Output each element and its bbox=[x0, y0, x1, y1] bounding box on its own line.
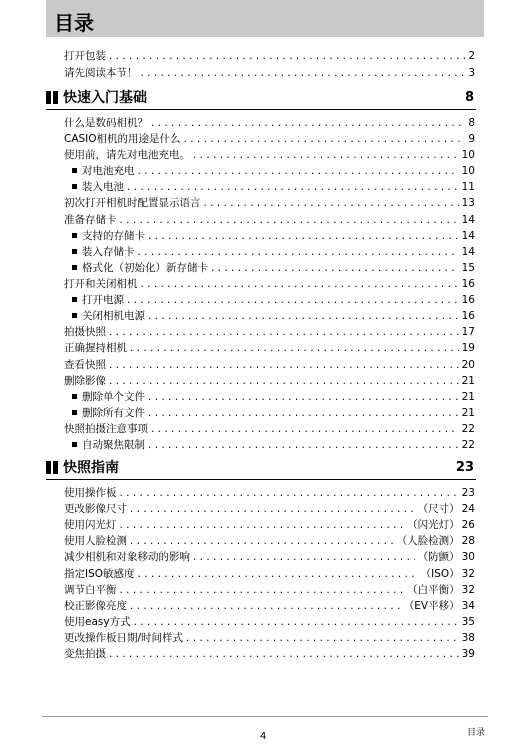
toc-entry-page: 10 bbox=[461, 165, 475, 177]
toc-entry-page: 10 bbox=[461, 149, 475, 161]
toc-entry-page: 38 bbox=[461, 632, 475, 644]
toc-entry-page: 35 bbox=[461, 616, 475, 628]
toc-entry-page: 11 bbox=[461, 181, 475, 193]
dot-leader bbox=[109, 646, 459, 662]
dot-leader bbox=[148, 228, 459, 244]
toc-entry-label: CASIO相机的用途是什么 bbox=[64, 133, 181, 145]
toc-entry-page: 14 bbox=[461, 230, 475, 242]
toc-entry-label: 更改操作板日期/时间样式 bbox=[64, 632, 184, 644]
toc-entry[interactable] bbox=[64, 598, 475, 614]
section-marker-icon bbox=[46, 461, 58, 474]
dot-leader bbox=[120, 212, 459, 228]
toc-subentry[interactable] bbox=[72, 228, 475, 244]
toc-entry[interactable] bbox=[64, 115, 475, 131]
section-rule bbox=[46, 479, 476, 480]
toc-entry-label: 请先阅读本节！ bbox=[64, 67, 138, 79]
toc-subentry[interactable] bbox=[72, 308, 475, 324]
dot-leader bbox=[127, 179, 459, 195]
toc-entry[interactable] bbox=[64, 195, 475, 211]
section-header[interactable] bbox=[46, 89, 476, 107]
toc-entry[interactable] bbox=[64, 147, 475, 163]
square-bullet-icon bbox=[72, 394, 77, 399]
toc-entry-page: 16 bbox=[461, 294, 475, 306]
toc-entry-label: 指定ISO敏感度 bbox=[64, 568, 135, 580]
footer-page-number: 4 bbox=[260, 731, 267, 742]
square-bullet-icon bbox=[72, 249, 77, 254]
toc-entry-page: 22 bbox=[461, 439, 475, 451]
toc-entry-page: 34 bbox=[461, 600, 475, 612]
dot-leader bbox=[130, 501, 415, 517]
dot-leader bbox=[148, 405, 459, 421]
dot-leader bbox=[148, 308, 459, 324]
toc-entry[interactable] bbox=[64, 517, 475, 533]
square-bullet-icon bbox=[72, 184, 77, 189]
section-page: 8 bbox=[464, 90, 474, 105]
toc-entry-page: 32 bbox=[461, 584, 475, 596]
dot-leader bbox=[193, 147, 459, 163]
footer-divider bbox=[42, 716, 488, 717]
toc-subentry[interactable] bbox=[72, 179, 475, 195]
toc-entry-suffix: （尺寸） bbox=[417, 503, 460, 515]
toc-entry-label: 删除所有文件 bbox=[82, 407, 145, 419]
toc-subentry[interactable] bbox=[72, 389, 475, 405]
toc-entry-label: 删除影像 bbox=[64, 375, 106, 387]
toc-entry[interactable] bbox=[64, 646, 475, 662]
dot-leader bbox=[109, 48, 465, 64]
dot-leader bbox=[204, 195, 459, 211]
toc-entry-label: 快照拍摄注意事项 bbox=[64, 423, 148, 435]
toc-entry[interactable] bbox=[64, 131, 475, 147]
toc-entry-label: 减少相机和对象移动的影响 bbox=[64, 551, 190, 563]
toc-entry-label: 查看快照 bbox=[64, 359, 106, 371]
toc-entry-label: 使用闪光灯 bbox=[64, 519, 117, 531]
toc-entry-label: 自动聚焦限制 bbox=[82, 439, 145, 451]
toc-subentry[interactable] bbox=[72, 163, 475, 179]
dot-leader bbox=[184, 131, 466, 147]
dot-leader bbox=[138, 244, 459, 260]
toc-entry[interactable] bbox=[64, 501, 475, 517]
toc-entry-label: 准备存储卡 bbox=[64, 214, 117, 226]
dot-leader bbox=[211, 260, 459, 276]
toc-entry-label: 校正影像亮度 bbox=[64, 600, 127, 612]
section-page: 23 bbox=[455, 460, 474, 475]
toc-entry[interactable] bbox=[64, 582, 475, 598]
toc-entry-page: 16 bbox=[461, 310, 475, 322]
toc-entry-label: 装入电池 bbox=[82, 181, 124, 193]
toc-entry-label: 更改影像尺寸 bbox=[64, 503, 127, 515]
toc-entry-label: 拍摄快照 bbox=[64, 326, 106, 338]
toc-entry-page: 26 bbox=[461, 519, 475, 531]
dot-leader bbox=[141, 276, 459, 292]
dot-leader bbox=[148, 437, 459, 453]
square-bullet-icon bbox=[72, 233, 77, 238]
square-bullet-icon bbox=[72, 168, 77, 173]
dot-leader bbox=[151, 421, 459, 437]
toc-entry[interactable] bbox=[64, 614, 475, 630]
toc-entry-label: 关闭相机电源 bbox=[82, 310, 145, 322]
toc-entry[interactable] bbox=[64, 357, 475, 373]
toc-entry-page: 21 bbox=[461, 375, 475, 387]
toc-entry-label: 调节白平衡 bbox=[64, 584, 117, 596]
square-bullet-icon bbox=[72, 265, 77, 270]
toc-entry-suffix: （闪光灯） bbox=[407, 519, 460, 531]
toc-entry[interactable] bbox=[64, 48, 475, 64]
toc-entry-suffix: （ISO） bbox=[420, 568, 460, 580]
dot-leader bbox=[186, 630, 459, 646]
toc-entry-label: 使用人脸检测 bbox=[64, 535, 127, 547]
dot-leader bbox=[151, 115, 465, 131]
dot-leader bbox=[148, 389, 459, 405]
toc-entry-label: 打开包装 bbox=[64, 50, 106, 62]
page-title: 目录 bbox=[54, 11, 94, 35]
toc-entry-page: 14 bbox=[461, 246, 475, 258]
toc-entry-suffix: （防颤） bbox=[417, 551, 460, 563]
square-bullet-icon bbox=[72, 410, 77, 415]
toc-entry-page: 9 bbox=[468, 133, 475, 145]
toc-entry-page: 3 bbox=[468, 67, 475, 79]
toc-entry[interactable] bbox=[64, 324, 475, 340]
toc-entry[interactable] bbox=[64, 65, 475, 81]
toc-entry[interactable] bbox=[64, 276, 475, 292]
toc-entry-page: 32 bbox=[461, 568, 475, 580]
toc-entry-page: 22 bbox=[461, 423, 475, 435]
toc-entry[interactable] bbox=[64, 212, 475, 228]
toc-entry-page: 8 bbox=[468, 117, 475, 129]
toc-entry-label: 格式化（初始化）新存储卡 bbox=[82, 262, 208, 274]
dot-leader bbox=[193, 549, 415, 565]
dot-leader bbox=[130, 340, 459, 356]
dot-leader bbox=[109, 324, 459, 340]
section-rule bbox=[46, 109, 476, 110]
toc-entry-page: 23 bbox=[461, 487, 475, 499]
toc-entry-label: 删除单个文件 bbox=[82, 391, 145, 403]
toc-entry-suffix: （人脸检测） bbox=[396, 535, 460, 547]
toc-subentry[interactable] bbox=[72, 244, 475, 260]
toc-subentry[interactable] bbox=[72, 405, 475, 421]
toc-subentry[interactable] bbox=[72, 437, 475, 453]
dot-leader bbox=[141, 65, 466, 81]
toc-entry[interactable] bbox=[64, 340, 475, 356]
title-bar bbox=[46, 0, 484, 37]
toc-entry-label: 使用easy方式 bbox=[64, 616, 131, 628]
dot-leader bbox=[127, 292, 459, 308]
toc-entry-label: 使用前，请先对电池充电。 bbox=[64, 149, 190, 161]
square-bullet-icon bbox=[72, 297, 77, 302]
toc-entry-page: 15 bbox=[461, 262, 475, 274]
dot-leader bbox=[138, 566, 418, 582]
toc-entry-page: 30 bbox=[461, 551, 475, 563]
section-marker-icon bbox=[46, 91, 58, 104]
toc-entry-label: 什么是数码相机？ bbox=[64, 117, 148, 129]
toc-entry[interactable] bbox=[64, 421, 475, 437]
toc-entry-page: 19 bbox=[461, 342, 475, 354]
toc-entry-label: 装入存储卡 bbox=[82, 246, 135, 258]
toc-entry-page: 28 bbox=[461, 535, 475, 547]
toc-entry-label: 支持的存储卡 bbox=[82, 230, 145, 242]
square-bullet-icon bbox=[72, 313, 77, 318]
toc-entry[interactable] bbox=[64, 533, 475, 549]
toc-entry-suffix: （白平衡） bbox=[407, 584, 460, 596]
toc-entry-page: 21 bbox=[461, 407, 475, 419]
toc-entry[interactable] bbox=[64, 549, 475, 565]
toc-entry[interactable] bbox=[64, 485, 475, 501]
toc-entry-suffix: （EV平移） bbox=[403, 600, 460, 612]
dot-leader bbox=[138, 163, 459, 179]
section-header[interactable] bbox=[46, 459, 476, 477]
toc-entry-page: 2 bbox=[468, 50, 475, 62]
toc-entry-label: 正确握持相机 bbox=[64, 342, 127, 354]
dot-leader bbox=[130, 598, 401, 614]
toc-entry[interactable] bbox=[64, 630, 475, 646]
toc-entry-page: 20 bbox=[461, 359, 475, 371]
dot-leader bbox=[120, 517, 405, 533]
toc-entry[interactable] bbox=[64, 373, 475, 389]
footer-label: 目录 bbox=[467, 728, 486, 738]
toc-entry[interactable] bbox=[64, 566, 475, 582]
section-heading: 快速入门基础 bbox=[63, 90, 147, 106]
dot-leader bbox=[109, 373, 459, 389]
dot-leader bbox=[134, 614, 459, 630]
toc-subentry[interactable] bbox=[72, 292, 475, 308]
toc-entry-page: 16 bbox=[461, 278, 475, 290]
square-bullet-icon bbox=[72, 442, 77, 447]
toc-entry-page: 39 bbox=[461, 648, 475, 660]
section-heading: 快照指南 bbox=[63, 460, 119, 476]
toc-entry-page: 13 bbox=[461, 197, 475, 209]
toc-entry-page: 17 bbox=[461, 326, 475, 338]
dot-leader bbox=[120, 485, 459, 501]
toc-entry-page: 14 bbox=[461, 214, 475, 226]
toc-entry-label: 对电池充电 bbox=[82, 165, 135, 177]
toc-entry-page: 21 bbox=[461, 391, 475, 403]
toc-entry-label: 打开和关闭相机 bbox=[64, 278, 138, 290]
dot-leader bbox=[130, 533, 394, 549]
toc-entry-label: 初次打开相机时配置显示语言 bbox=[64, 197, 201, 209]
toc-entry-page: 24 bbox=[461, 503, 475, 515]
toc-entry-label: 打开电源 bbox=[82, 294, 124, 306]
toc-subentry[interactable] bbox=[72, 260, 475, 276]
dot-leader bbox=[120, 582, 405, 598]
toc-entry-label: 变焦拍摄 bbox=[64, 648, 106, 660]
toc-entry-label: 使用操作板 bbox=[64, 487, 117, 499]
dot-leader bbox=[109, 357, 459, 373]
